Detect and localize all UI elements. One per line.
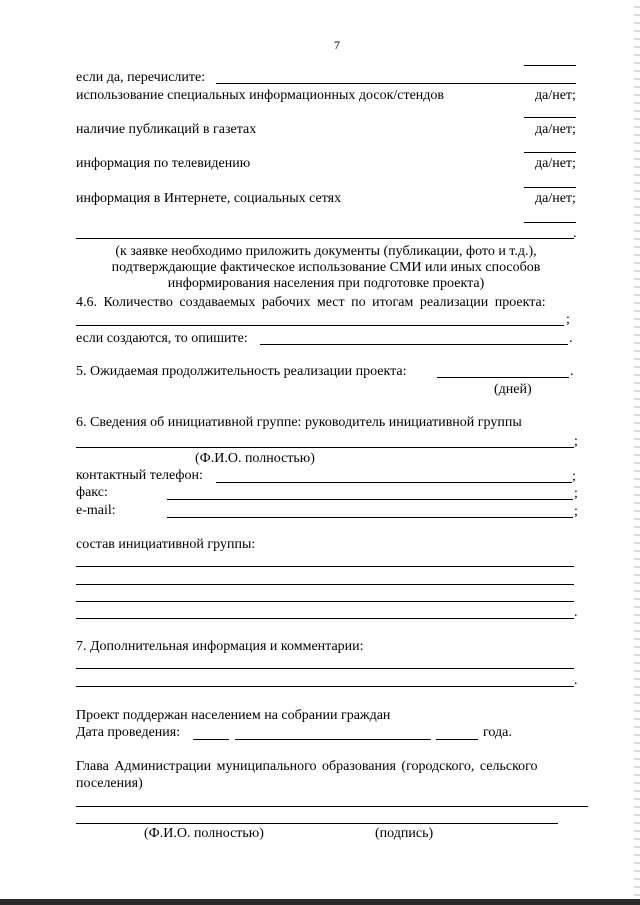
head-line1: Глава Администрации муниципального образования (городского, сельского [76,759,538,774]
s6-group-line [76,618,574,619]
media-note-line3: информирования населения при подготовке проекта) [167,276,485,291]
head-line2: поселения) [76,776,143,791]
s46-describe: если создаются, то опишите: [76,331,248,346]
media-item-answer: да/нет; [535,122,576,137]
media-item-label: использование специальных информационных досок/стендов [76,88,445,103]
media-list-line [216,83,576,84]
answer-line [524,222,576,223]
page-number: 7 [334,38,340,52]
media-other-line [76,238,574,239]
period: . [573,226,577,241]
period: . [569,331,573,346]
answer-line [524,152,576,153]
media-item-answer: да/нет; [535,191,576,206]
support-year-word: года. [483,725,512,740]
s6-fax-line [167,499,573,500]
s6-group-label: состав инициативной группы: [76,537,256,552]
s6-phone-label: контактный телефон: [76,468,203,483]
media-item-label: информация по телевидению [76,156,251,171]
s7-label: 7. Дополнительная информация и комментарии: [76,639,364,654]
s46-describe-line [260,344,568,345]
s5-label: 5. Ожидаемая продолжительность реализации проекта: [76,364,407,379]
semicolon: ; [574,486,578,501]
answer-line [524,117,576,118]
period: . [574,673,578,688]
s5-unit: (дней) [494,382,532,397]
s6-phone-line [216,482,572,483]
date-month-line [235,739,431,740]
s6-group-line [76,601,574,602]
bottom-bar [0,899,640,905]
date-year-line [436,739,478,740]
s6-email-label: e-mail: [76,503,116,518]
head-signature-line [76,806,588,807]
media-item-answer: да/нет; [535,88,576,103]
media-item-answer: да/нет; [535,156,576,171]
semicolon: ; [572,469,576,484]
semicolon: ; [574,434,578,449]
s46-question: 4.6. Количество создаваемых рабочих мест по итогам реализации проекта: [76,295,546,310]
semicolon: ; [574,504,578,519]
s6-group-line [76,566,574,567]
media-item-label: наличие публикаций в газетах [76,122,257,137]
semicolon: ; [566,312,570,327]
s6-group-line [76,584,574,585]
head-fio-line [76,823,558,824]
media-note-line2: подтверждающие фактическое использование СМИ или иных способов [111,260,541,275]
s5-line [437,377,569,378]
s46-line [76,325,564,326]
head-fio-hint: (Ф.И.О. полностью) [144,826,264,841]
page-edge [634,0,640,905]
support-date-label: Дата проведения: [76,725,181,740]
s6-fax-label: факс: [76,485,108,500]
period: . [570,364,574,379]
date-day-line [193,739,229,740]
support-line1: Проект поддержан населением на собрании граждан [76,708,391,723]
head-sign-hint: (подпись) [375,826,434,841]
media-item-label: информация в Интернете, социальных сетях [76,191,342,206]
s6-email-line [167,517,573,518]
s7-line [76,686,574,687]
media-note-line1: (к заявке необходимо приложить документы (публикации, фото и т.д.), [115,244,537,259]
answer-line [524,65,576,66]
answer-line [524,187,576,188]
s6-label: 6. Сведения об инициативной группе: руководитель инициативной группы [76,415,522,430]
period: . [574,605,578,620]
s7-line [76,668,574,669]
s6-leader-line [76,447,574,448]
media-list-prompt: если да, перечислите: [76,70,206,85]
s6-fio-hint: (Ф.И.О. полностью) [195,451,315,466]
